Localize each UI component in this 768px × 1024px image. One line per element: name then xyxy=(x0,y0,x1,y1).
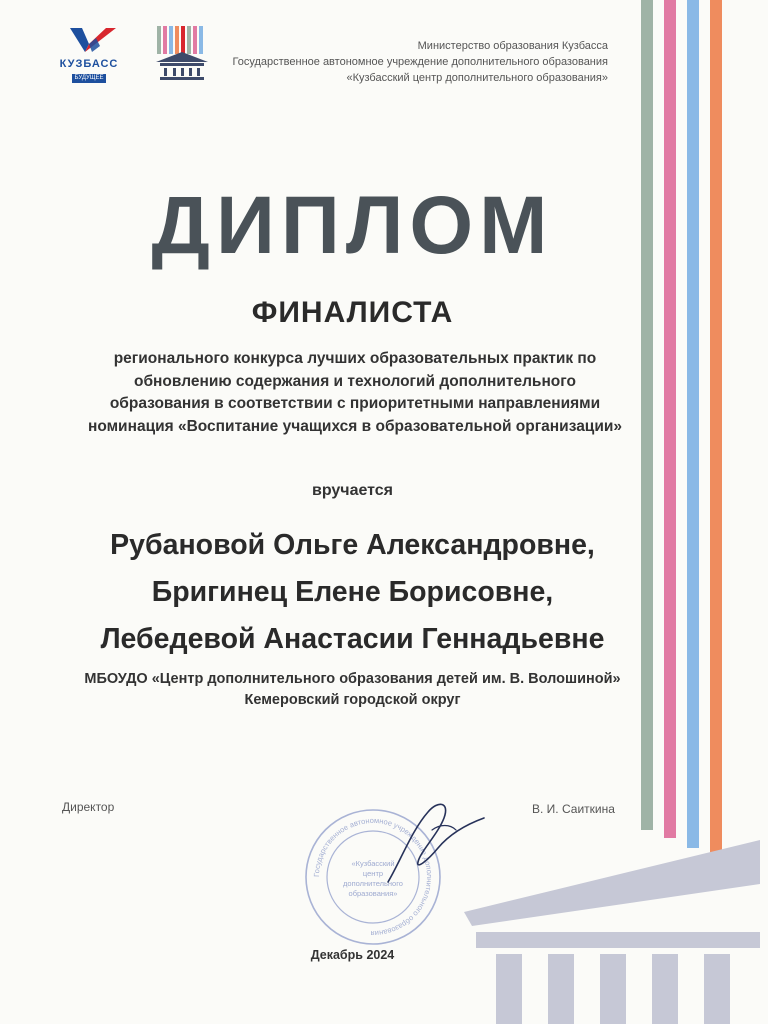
seal-ring-text: Государственное автономное учреждение дополнительного образования xyxy=(311,815,435,939)
recipients-list xyxy=(0,522,705,663)
director-name: В. И. Саиткина xyxy=(532,802,615,816)
center-logo-icon xyxy=(154,22,210,80)
issuer-header xyxy=(233,38,609,86)
seal-center-line: «Кузбасский xyxy=(351,859,395,868)
seal-center-line: центр xyxy=(362,869,384,878)
kuzbass-wordmark: КУЗБАСС xyxy=(59,58,119,70)
organization-block xyxy=(0,669,705,711)
contest-description xyxy=(60,348,650,438)
kuzbass-check-icon xyxy=(48,24,130,58)
stripe-blue xyxy=(687,0,699,848)
stripe-pink xyxy=(664,0,676,838)
header-ministry: Министерство образования Кузбасса xyxy=(417,40,608,52)
organization-name: МБОУДО «Центр дополнительного образования детей им. В. Волошиной» xyxy=(84,671,621,687)
seal-center-line: дополнительного xyxy=(343,879,403,888)
kuzbass-logo xyxy=(48,24,130,86)
awarded-label: вручается xyxy=(311,482,394,499)
header-institution-name: «Кузбасский центр дополнительного образования» xyxy=(346,72,608,84)
recipient-name: Рубановой Ольге Александровне, xyxy=(110,529,595,561)
seal-center-line: образования» xyxy=(348,889,398,898)
header-institution-type: Государственное автономное учреждение дополнительного образования xyxy=(232,56,608,68)
issue-date: Декабрь 2024 xyxy=(310,948,395,962)
description-line: регионального конкурса лучших образовательных практик по xyxy=(113,350,597,367)
organization-district: Кемеровский городской округ xyxy=(244,692,461,708)
kuzbass-sub-label: БУДУЩЕЕ xyxy=(72,74,106,83)
recipient-name: Лебедевой Анастасии Геннадьевне xyxy=(100,623,605,655)
description-line: обновлению содержания и технологий дополнительного xyxy=(134,372,576,390)
diploma-title: ДИПЛОМ xyxy=(151,180,554,271)
recipient-name: Бригинец Елене Борисовне, xyxy=(151,576,554,608)
description-line: номинация «Воспитание учащихся в образовательной организации» xyxy=(87,417,623,435)
director-label: Директор xyxy=(62,800,115,814)
stripe-orange xyxy=(710,0,722,860)
description-line: образования в соответствии с приоритетными направлениями xyxy=(109,395,601,412)
director-signature xyxy=(380,790,490,890)
diploma-subtitle: ФИНАЛИСТА xyxy=(251,296,454,329)
building-icon xyxy=(464,826,768,1024)
